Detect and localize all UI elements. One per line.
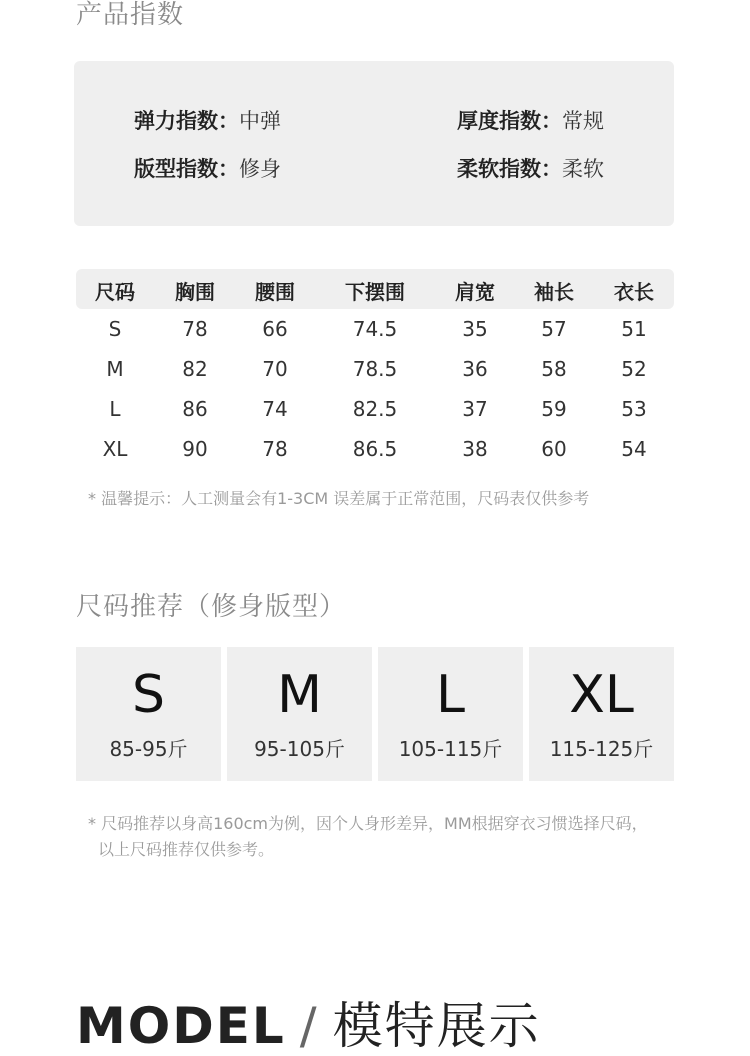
header-hem: 下摆围: [345, 280, 405, 304]
header-shoulder: 肩宽: [455, 280, 495, 304]
index-item-thickness: [457, 105, 604, 135]
table-cell: 38: [462, 437, 488, 461]
table-cell: 35: [462, 317, 488, 341]
index-key: 弹力指数：: [134, 109, 239, 133]
table-cell: 82: [182, 357, 208, 381]
index-item-fit: [134, 153, 281, 183]
table-cell: 70: [262, 357, 288, 381]
rec-note-line-2: 以上尺码推荐仅供参考。: [98, 840, 275, 859]
product-index-panel: [74, 61, 674, 226]
table-cell: M: [106, 357, 124, 381]
index-value: 修身: [239, 157, 281, 181]
index-item-elasticity: [134, 105, 281, 135]
size-table: [76, 269, 674, 469]
table-cell: 37: [462, 397, 488, 421]
index-value: 柔软: [562, 157, 604, 181]
rec-card-s: [76, 647, 221, 781]
table-cell: 59: [541, 397, 567, 421]
product-index-title: 产品指数: [76, 0, 185, 30]
table-cell: 78: [262, 437, 288, 461]
rec-weight-range: 95-105斤: [254, 737, 345, 761]
rec-card-l: [378, 647, 523, 781]
table-cell: 52: [621, 357, 647, 381]
table-cell: 51: [621, 317, 647, 341]
table-cell: 86.5: [352, 437, 398, 461]
table-cell: 86: [182, 397, 208, 421]
table-cell: 60: [541, 437, 567, 461]
model-title-en: MODEL: [76, 997, 286, 1055]
table-cell: L: [109, 397, 121, 421]
header-chest: 胸围: [175, 280, 215, 304]
header-size: 尺码: [95, 280, 135, 304]
rec-size-label: S: [131, 665, 165, 725]
rec-weight-range: 115-125斤: [549, 737, 654, 761]
header-waist: 腰围: [255, 280, 295, 304]
rec-size-label: M: [277, 665, 322, 725]
size-recommendation-title: 尺码推荐（修身版型）: [76, 592, 347, 622]
table-cell: 53: [621, 397, 647, 421]
index-value: 常规: [562, 109, 604, 133]
table-row: [76, 429, 674, 469]
table-cell: 57: [541, 317, 567, 341]
model-section-title: [76, 996, 541, 1056]
rec-size-label: XL: [569, 665, 634, 725]
rec-note-line-1: * 尺码推荐以身高160cm为例，因个人身形差异，MM根据穿衣习惯选择尺码，: [88, 814, 648, 833]
model-title-cn: 模特展示: [332, 997, 541, 1055]
table-cell: 58: [541, 357, 567, 381]
table-cell: 82.5: [352, 397, 398, 421]
rec-size-label: L: [436, 665, 465, 725]
index-key: 版型指数：: [134, 157, 239, 181]
table-cell: 90: [182, 437, 208, 461]
size-recommendation-cards: [76, 647, 676, 781]
table-cell: S: [108, 317, 122, 341]
index-key: 柔软指数：: [457, 157, 562, 181]
index-item-softness: [457, 153, 604, 183]
table-cell: 74.5: [352, 317, 398, 341]
index-key: 厚度指数：: [457, 109, 562, 133]
rec-weight-range: 105-115斤: [398, 737, 503, 761]
table-cell: 36: [462, 357, 488, 381]
table-cell: 54: [621, 437, 647, 461]
table-header-row: [76, 269, 674, 309]
table-cell: 74: [262, 397, 288, 421]
size-recommendation-note: [88, 811, 648, 863]
rec-weight-range: 85-95斤: [109, 737, 188, 761]
rec-card-m: [227, 647, 372, 781]
table-cell: XL: [102, 437, 128, 461]
index-value: 中弹: [239, 109, 281, 133]
size-table-note: * 温馨提示：人工测量会有1-3CM 误差属于正常范围，尺码表仅供参考: [88, 489, 590, 508]
rec-card-xl: [529, 647, 674, 781]
table-cell: 78: [182, 317, 208, 341]
table-row: [76, 349, 674, 389]
table-row: [76, 389, 674, 429]
header-length: 衣长: [614, 280, 654, 304]
model-title-separator: /: [299, 997, 319, 1055]
table-row: [76, 309, 674, 349]
table-cell: 78.5: [352, 357, 398, 381]
header-sleeve: 袖长: [534, 280, 574, 304]
table-cell: 66: [262, 317, 288, 341]
